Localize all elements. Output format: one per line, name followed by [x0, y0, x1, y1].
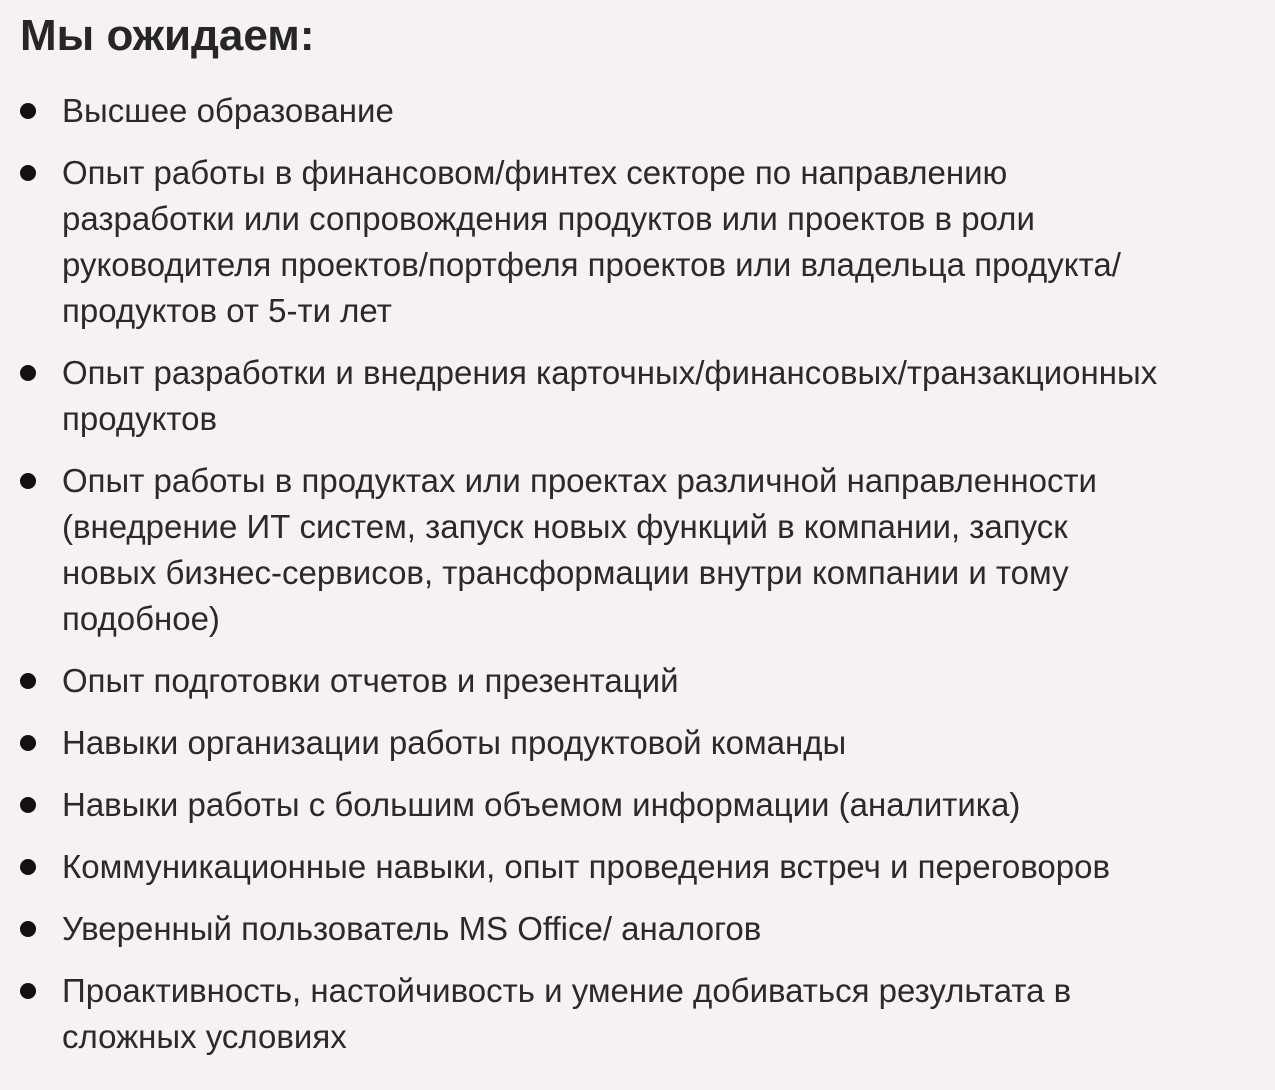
requirement-text [62, 658, 1263, 704]
bullet-icon [20, 735, 36, 751]
requirement-text-line: Коммуникационные навыки, опыт проведения встреч и переговоров [62, 848, 1110, 885]
requirements-list [0, 88, 1275, 1076]
requirement-text [62, 458, 1263, 642]
requirement-text-line: Опыт разработки и внедрения карточных/финансовых/транзакционных [62, 354, 1158, 391]
requirement-text [62, 968, 1263, 1060]
requirement-text-line: подобное) [62, 600, 220, 637]
requirement-text-line: Навыки работы с большим объемом информации (аналитика) [62, 786, 1021, 823]
bullet-icon [20, 921, 36, 937]
requirement-item [0, 906, 1275, 952]
requirement-item [0, 844, 1275, 890]
requirement-item [0, 458, 1275, 642]
requirement-text-line: разработки или сопровождения продуктов или проектов в роли [62, 200, 1035, 237]
requirement-item [0, 150, 1275, 334]
bullet-icon [20, 983, 36, 999]
requirement-text-line: руководителя проектов/портфеля проектов или владельца продукта/ [62, 246, 1121, 283]
requirement-text-line: Высшее образование [62, 92, 394, 129]
requirement-text-line: продуктов [62, 400, 218, 437]
bullet-icon [20, 797, 36, 813]
bullet-icon [20, 103, 36, 119]
bullet-icon [20, 673, 36, 689]
requirement-text-line: сложных условиях [62, 1018, 347, 1055]
bullet-icon [20, 165, 36, 181]
requirement-item [0, 968, 1275, 1060]
section-heading: Мы ожидаем: [20, 11, 315, 60]
requirement-item [0, 658, 1275, 704]
requirement-text-line: продуктов от 5-ти лет [62, 292, 392, 329]
bullet-icon [20, 365, 36, 381]
requirement-text-line: Уверенный пользователь MS Office/ аналогов [62, 910, 762, 947]
requirement-text [62, 906, 1263, 952]
requirement-text [62, 350, 1263, 442]
requirement-text-line: Навыки организации работы продуктовой команды [62, 724, 847, 761]
requirement-text [62, 844, 1263, 890]
requirement-text-line: Опыт подготовки отчетов и презентаций [62, 662, 679, 699]
requirement-text-line: Проактивность, настойчивость и умение добиваться результата в [62, 972, 1072, 1009]
requirement-item [0, 720, 1275, 766]
bullet-icon [20, 473, 36, 489]
requirement-item [0, 782, 1275, 828]
bullet-icon [20, 859, 36, 875]
requirement-text [62, 720, 1263, 766]
requirement-text [62, 782, 1263, 828]
requirement-text-line: Опыт работы в продуктах или проектах различной направленности [62, 462, 1097, 499]
requirement-item [0, 350, 1275, 442]
requirement-text-line: новых бизнес-сервисов, трансформации внутри компании и тому [62, 554, 1069, 591]
requirement-text [62, 150, 1263, 334]
requirement-text-line: Опыт работы в финансовом/финтех секторе по направлению [62, 154, 1008, 191]
requirement-item [0, 88, 1275, 134]
requirement-text [62, 88, 1263, 134]
requirement-text-line: (внедрение ИТ систем, запуск новых функций в компании, запуск [62, 508, 1068, 545]
